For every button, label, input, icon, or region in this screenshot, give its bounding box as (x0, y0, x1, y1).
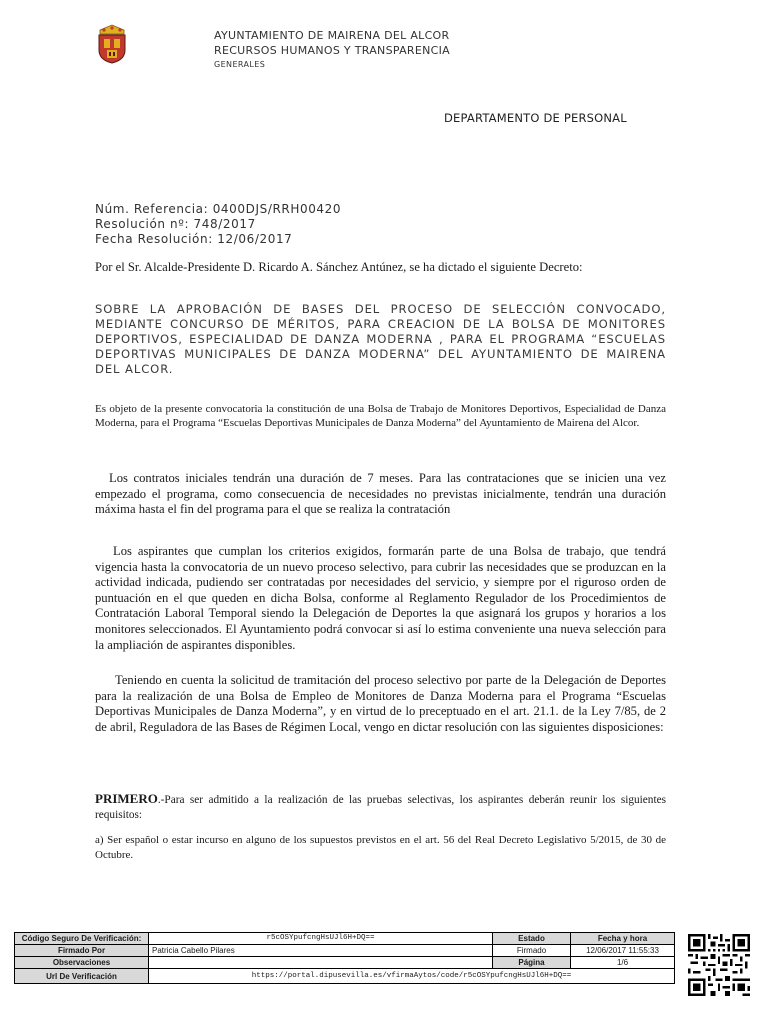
pagina-label: Página (493, 957, 571, 969)
coat-of-arms-logo (96, 24, 128, 64)
resolution-date: Fecha Resolución: 12/06/2017 (95, 232, 293, 246)
primero-heading: PRIMERO (95, 791, 158, 806)
paragraph-solicitud (95, 673, 666, 735)
paragraph-requisito-a: a) Ser español o estar incurso en alguno de los supuestos previstos en el art. 56 del Real Decreto Legislativo 5/2015, de 30 de Octubre. (95, 834, 666, 861)
paragraph-primero (95, 791, 666, 823)
fecha-label: Fecha y hora (571, 933, 675, 945)
firmado-por-label: Firmado Por (15, 945, 149, 957)
institution-name: AYUNTAMIENTO DE MAIRENA DEL ALCOR (214, 29, 450, 42)
fecha-value: 12/06/2017 11:55:33 (571, 945, 675, 957)
table-row (15, 933, 675, 945)
paragraph-aspirantes (95, 544, 666, 653)
url-label: Url De Verificación (15, 969, 149, 984)
department-line: RECURSOS HUMANOS Y TRANSPARENCIA (214, 44, 450, 57)
section-line: GENERALES (214, 60, 266, 69)
paragraph-contratos-text: Los contratos iniciales tendrán una duración de 7 meses. Para las contrataciones que se inicien una vez empezado el programa, como consecuencia de necesidades no previstas inicialmente, tendrán una duración máxima hasta el fin del programa para el que se realiza la contratación (95, 471, 666, 516)
department-title: DEPARTAMENTO DE PERSONAL (444, 111, 627, 125)
decree-intro: Por el Sr. Alcalde-Presidente D. Ricardo A. Sánchez Antúnez, se ha dictado el siguiente Decreto: (95, 260, 583, 274)
signature-verification-table (14, 932, 675, 984)
firmado-por-value: Patricia Cabello Pilares (149, 945, 493, 957)
paragraph-contratos (95, 471, 666, 518)
qr-code-icon (688, 934, 750, 996)
reference-block (95, 202, 341, 247)
observaciones-value (149, 957, 493, 969)
estado-value: Firmado (493, 945, 571, 957)
observaciones-label: Observaciones (15, 957, 149, 969)
table-row (15, 957, 675, 969)
decree-subject: SOBRE LA APROBACIÓN DE BASES DEL PROCESO DE SELECCIÓN CONVOCADO, MEDIANTE CONCURSO DE MÉRITOS, PARA CREACION DE LA BOLSA DE MONITORES DEPORTIVOS, ESPECIALIDAD DE DANZA MODERNA , PARA EL PROGRAMA “ESCUELAS DEPORTIVAS MUNICIPALES DE DANZA MODERNA” DEL AYUNTAMIENTO DE MAIRENA DEL ALCOR. (95, 302, 666, 376)
csv-label: Código Seguro De Verificación: (15, 933, 149, 945)
table-row (15, 969, 675, 984)
table-row (15, 945, 675, 957)
estado-label: Estado (493, 933, 571, 945)
primero-text: .-Para ser admitido a la realización de las pruebas selectivas, los aspirantes deberán reunir los siguientes requisitos: (95, 794, 666, 821)
csv-value: r5cOSYpufcngHsUJl6H+DQ== (149, 933, 493, 945)
paragraph-aspirantes-text: Los aspirantes que cumplan los criterios exigidos, formarán parte de una Bolsa de trabajo, que tendrá vigencia hasta la convocatoria de un nuevo proceso selectivo, para cubrir las necesidades que se produzcan en la actividad indicada, pudiendo ser contratadas por necesidades del servicio, y siempre por el riguroso orden de puntuación en el que queden en dicha Bolsa, conforme al Reglamento Regulador de los Procedimientos de Contratación Laboral Temporal siendo la Delegación de Deportes la que asignará los grupos y horarios a los monitores seleccionados. El Ayuntamiento podrá convocar si así lo estima conveniente una nueva selección para la ampliación de aspirantes disponibles. (95, 544, 666, 652)
resolution-number: Resolución nº: 748/2017 (95, 217, 256, 231)
url-value[interactable]: https://portal.dipusevilla.es/vfirmaAytos/code/r5cOSYpufcngHsUJl6H+DQ== (149, 969, 675, 984)
paragraph-solicitud-text: Teniendo en cuenta la solicitud de tramitación del proceso selectivo por parte de la Delegación de Deportes para la realización de una Bolsa de Empleo de Monitores de Danza Moderna para el Programa “Escuelas Deportivas Municipales de Danza Moderna”, y en virtud de lo preceptuado en el art. 21.1. de la Ley 7/85, de 2 de abril, Reguladora de las Bases de Régimen Local, vengo en dictar resolución con las siguientes disposiciones: (95, 673, 666, 734)
paragraph-objeto: Es objeto de la presente convocatoria la constitución de una Bolsa de Trabajo de Monitores Deportivos, Especialidad de Danza Moderna, para el Programa “Escuelas Deportivas Municipales de Danza Moderna” del Ayuntamiento de Mairena del Alcor. (95, 403, 666, 429)
reference-number: Núm. Referencia: 0400DJS/RRH00420 (95, 202, 342, 216)
institution-header (214, 28, 450, 72)
pagina-value: 1/6 (571, 957, 675, 969)
